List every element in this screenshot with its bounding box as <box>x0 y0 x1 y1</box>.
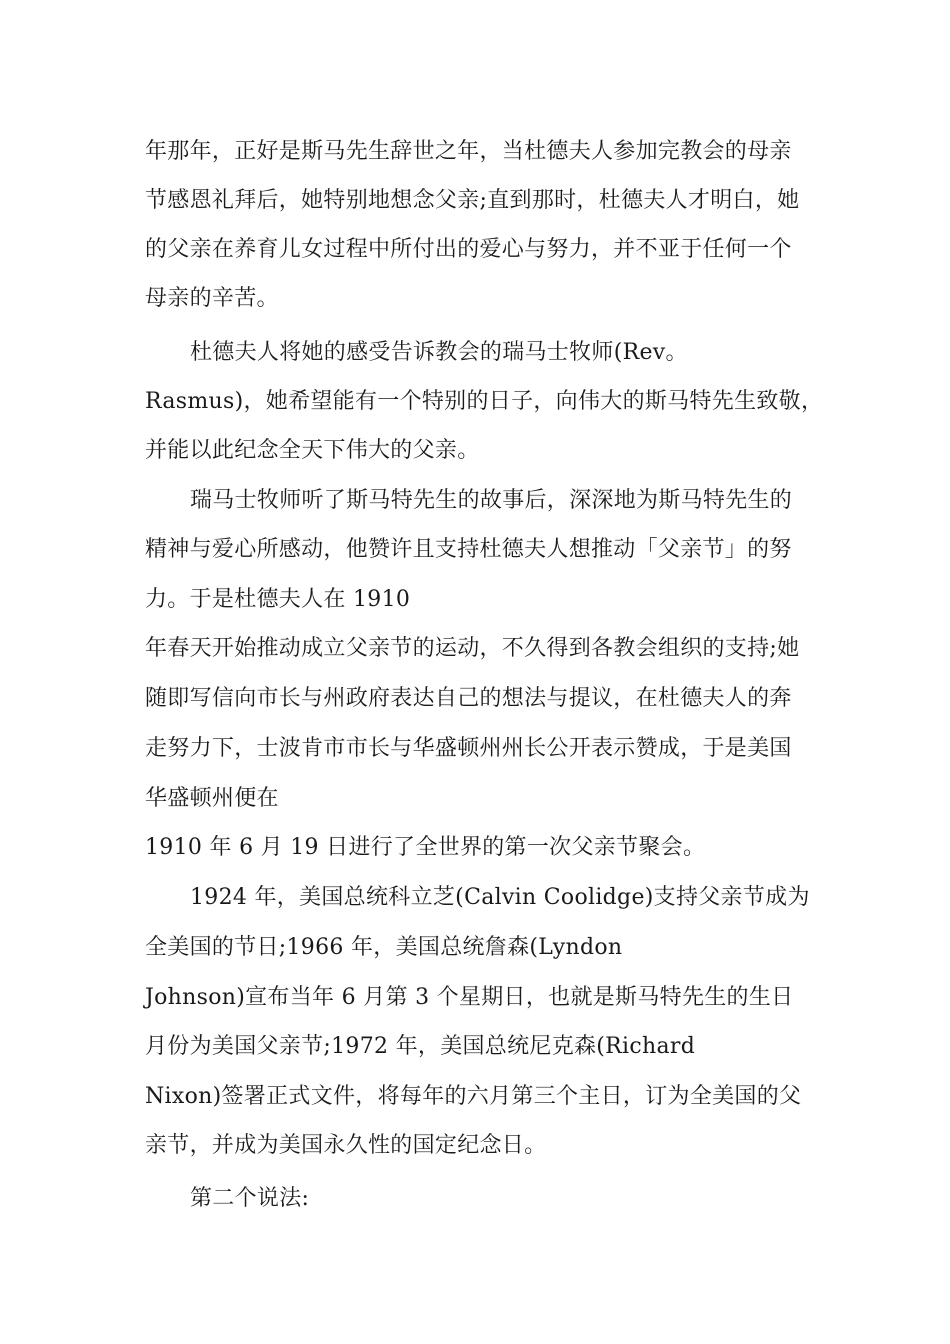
text-line: Rasmus)，她希望能有一个特别的日子，向伟大的斯马特先生致敬， <box>145 389 824 414</box>
text-line: Nixon)签署正式文件，将每年的六月第三个主日，订为全美国的父 <box>145 1084 802 1109</box>
paragraph-start-line: 第二个说法: <box>190 1186 310 1211</box>
text-line: Johnson)宣布当年 6 月第 3 个星期日，也就是斯马特先生的生日 <box>145 985 794 1010</box>
paragraph-start-line: 1924 年，美国总统科立芝(Calvin Coolidge)支持父亲节成为 <box>190 885 810 910</box>
text-line: 并能以此纪念全天下伟大的父亲。 <box>145 438 480 463</box>
text-line: 节感恩礼拜后，她特别地想念父亲;直到那时，杜德夫人才明白，她 <box>145 188 800 213</box>
text-line: 亲节，并成为美国永久性的国定纪念日。 <box>145 1133 547 1158</box>
paragraph-start-line: 杜德夫人将她的感受告诉教会的瑞马士牧师(Rev。 <box>190 340 688 365</box>
text-line: 母亲的辛苦。 <box>145 286 279 311</box>
text-line: 年春天开始推动成立父亲节的运动，不久得到各教会组织的支持;她 <box>145 636 800 661</box>
text-line: 力。于是杜德夫人在 1910 <box>145 587 411 612</box>
text-line: 全美国的节日;1966 年，美国总统詹森(Lyndon <box>145 935 623 960</box>
text-line: 随即写信向市长与州政府表达自己的想法与提议，在杜德夫人的奔 <box>145 686 792 711</box>
text-line: 精神与爱心所感动，他赞许且支持杜德夫人想推动「父亲节」的努 <box>145 537 792 562</box>
paragraph-start-line: 瑞马士牧师听了斯马特先生的故事后，深深地为斯马特先生的 <box>190 488 793 513</box>
text-line: 的父亲在养育儿女过程中所付出的爱心与努力，并不亚于任何一个 <box>145 237 792 262</box>
text-line: 走努力下，士波肯市市长与华盛顿州州长公开表示赞成，于是美国 <box>145 736 792 761</box>
text-line: 华盛顿州便在 <box>145 786 279 811</box>
text-line: 1910 年 6 月 19 日进行了全世界的第一次父亲节聚会。 <box>145 835 706 860</box>
text-line: 月份为美国父亲节;1972 年，美国总统尼克森(Richard <box>145 1034 696 1059</box>
text-line: 年那年，正好是斯马先生辞世之年，当杜德夫人参加完教会的母亲 <box>145 139 792 164</box>
